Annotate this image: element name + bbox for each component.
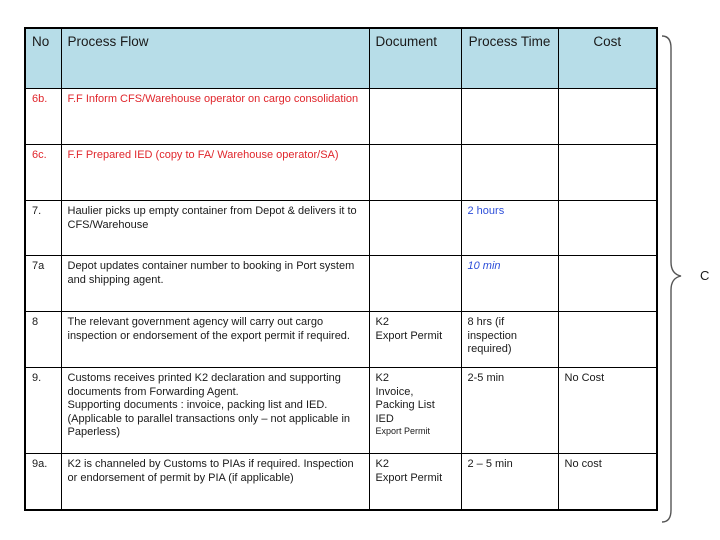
row-process-flow: Haulier picks up empty container from Depot & delivers it to CFS/Warehouse	[61, 201, 369, 256]
row-process-flow: The relevant government agency will carry out cargo inspection or endorsement of the export permit if required.	[61, 312, 369, 368]
document-line: Invoice,	[375, 385, 414, 398]
row-no: 8	[25, 312, 61, 368]
document-line: Packing List	[375, 399, 435, 411]
row-document	[369, 201, 461, 256]
row-process-time: 10 min	[461, 256, 558, 312]
row-cost: No Cost	[558, 368, 657, 454]
header-document: Document	[369, 28, 461, 89]
table-row	[25, 201, 657, 256]
flow-line: Supporting documents : invoice, packing list and IED.	[67, 399, 328, 411]
row-document	[369, 368, 461, 454]
table-row	[25, 145, 657, 201]
row-cost	[558, 256, 657, 312]
row-process-flow: K2 is channeled by Customs to PIAs if required. Inspection or endorsement of permit by PIA (if applicable)	[61, 454, 369, 510]
document-line: K2	[375, 316, 389, 328]
row-cost	[558, 145, 657, 201]
row-process-flow: Depot updates container number to booking in Port system and shipping agent.	[61, 256, 369, 312]
side-label: C	[700, 268, 710, 283]
row-no: 6b.	[25, 89, 61, 145]
table-row	[25, 312, 657, 368]
document-line: K2	[375, 458, 389, 470]
row-process-flow	[61, 368, 369, 454]
curly-brace	[659, 34, 689, 524]
row-process-time: 2 hours	[461, 201, 558, 256]
row-process-time: 2 – 5 min	[461, 454, 558, 510]
row-no: 9.	[25, 368, 61, 454]
document-line: Export Permit	[375, 426, 431, 436]
row-process-time: 2-5 min	[461, 368, 558, 454]
header-process-flow: Process Flow	[61, 28, 369, 89]
row-process-time	[461, 89, 558, 145]
row-cost	[558, 312, 657, 368]
row-process-time	[461, 145, 558, 201]
row-process-flow: F.F Prepared IED (copy to FA/ Warehouse operator/SA)	[61, 145, 369, 201]
process-flow-table	[24, 27, 658, 511]
row-document	[369, 312, 461, 368]
row-no: 6c.	[25, 145, 61, 201]
row-process-time: 8 hrs (if inspection required)	[461, 312, 558, 368]
table-row	[25, 368, 657, 454]
flow-line: Customs receives printed K2 declaration and supporting documents from Forwarding Agent.	[67, 372, 341, 398]
document-line: Export Permit	[375, 329, 443, 342]
table-row	[25, 256, 657, 312]
header-process-time: Process Time	[461, 28, 558, 89]
row-cost: No cost	[558, 454, 657, 510]
row-no: 7a	[25, 256, 61, 312]
row-process-flow: F.F Inform CFS/Warehouse operator on cargo consolidation	[61, 89, 369, 145]
row-document	[369, 89, 461, 145]
row-cost	[558, 89, 657, 145]
table-row	[25, 454, 657, 510]
row-document	[369, 145, 461, 201]
row-no: 7.	[25, 201, 61, 256]
row-no: 9a.	[25, 454, 61, 510]
row-document	[369, 256, 461, 312]
header-no: No	[25, 28, 61, 89]
document-line: IED	[375, 412, 394, 425]
header-row	[25, 28, 657, 89]
table-row	[25, 89, 657, 145]
header-cost: Cost	[558, 28, 657, 89]
row-cost	[558, 201, 657, 256]
row-document	[369, 454, 461, 510]
flow-line: (Applicable to parallel transactions only – not applicable in Paperless)	[67, 412, 351, 438]
document-line: Export Permit	[375, 471, 443, 484]
document-line: K2	[375, 372, 389, 384]
